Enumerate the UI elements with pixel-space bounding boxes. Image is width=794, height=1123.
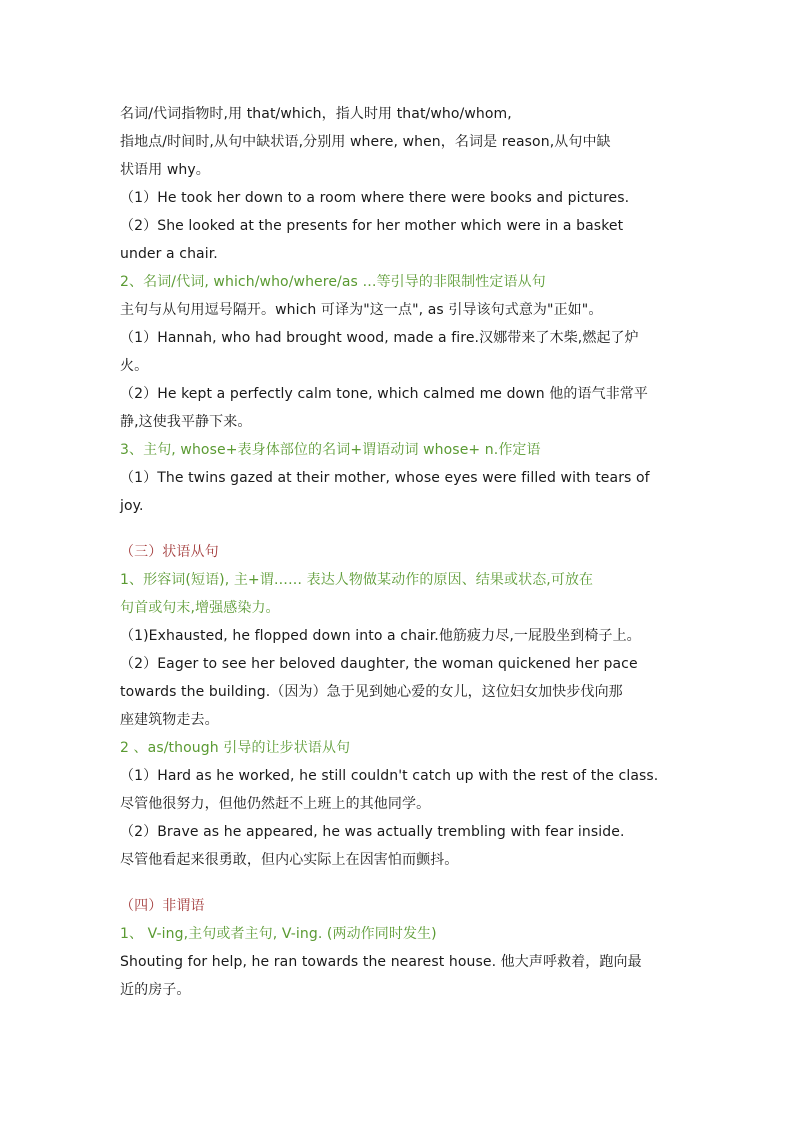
text-line: 指地点/时间时,从句中缺状语,分别用 where, when，名词是 reason,从句中缺 [120, 134, 611, 150]
section-heading: 3、主句, whose+表身体部位的名词+谓语动词 whose+ n.作定语 [120, 442, 541, 458]
example-sentence: （2）She looked at the presents for her mother which were in a basket [120, 218, 624, 234]
section-heading: 2、名词/代词, which/who/where/as …等引导的非限制性定语从句 [120, 274, 546, 290]
text-line: 名词/代词指物时,用 that/which，指人时用 that/who/whom, [120, 106, 512, 122]
chapter-heading: （四）非谓语 [120, 898, 205, 914]
example-sentence: （1）Hard as he worked, he still couldn't catch up with the rest of the class. [120, 768, 659, 784]
example-sentence: 尽管他很努力，但他仍然赶不上班上的其他同学。 [120, 796, 431, 812]
example-sentence: 火。 [120, 358, 149, 374]
section-heading: 2 、as/though 引导的让步状语从句 [120, 740, 351, 756]
example-sentence: under a chair. [120, 246, 218, 262]
example-sentence: （1）Hannah, who had brought wood, made a fire.汉娜带来了木柴,燃起了炉 [120, 330, 639, 346]
example-sentence: joy. [120, 498, 144, 514]
example-sentence: 尽管他看起来很勇敢，但内心实际上在因害怕而颤抖。 [120, 852, 459, 868]
document-body [120, 100, 690, 1004]
spacer [120, 874, 690, 892]
example-sentence: （2）He kept a perfectly calm tone, which calmed me down 他的语气非常平 [120, 386, 648, 402]
chapter-heading: （三）状语从句 [120, 544, 219, 560]
example-sentence: （2）Brave as he appeared, he was actually trembling with fear inside. [120, 824, 625, 840]
example-sentence: （1)Exhausted, he flopped down into a chair.他筋疲力尽,一屁股坐到椅子上。 [120, 628, 641, 644]
example-sentence: （2）Eager to see her beloved daughter, the woman quickened her pace [120, 656, 638, 672]
text-line: 状语用 why。 [120, 162, 210, 178]
section-heading: 句首或句末,增强感染力。 [120, 600, 280, 616]
spacer [120, 520, 690, 538]
example-sentence: 近的房子。 [120, 982, 191, 998]
example-sentence: （1）He took her down to a room where there were books and pictures. [120, 190, 630, 206]
example-sentence: Shouting for help, he ran towards the nearest house. 他大声呼救着，跑向最 [120, 954, 642, 970]
example-sentence: （1）The twins gazed at their mother, whose eyes were filled with tears of [120, 470, 650, 486]
example-sentence: towards the building.（因为）急于见到她心爱的女儿，这位妇女加快步伐向那 [120, 684, 623, 700]
example-sentence: 座建筑物走去。 [120, 712, 219, 728]
example-sentence: 静,这使我平静下来。 [120, 414, 252, 430]
section-heading: 1、形容词(短语), 主+谓…… 表达人物做某动作的原因、结果或状态,可放在 [120, 572, 594, 588]
text-line: 主句与从句用逗号隔开。which 可译为"这一点", as 引导该句式意为"正如"。 [120, 302, 603, 318]
section-heading: 1、 V-ing,主句或者主句, V-ing. (两动作同时发生) [120, 926, 437, 942]
